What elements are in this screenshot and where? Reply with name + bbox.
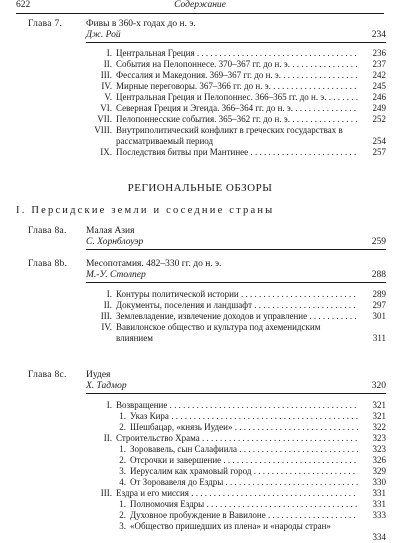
chapter-author-line: [86, 237, 386, 250]
chapter-page: 234: [371, 30, 386, 40]
toc-entry[interactable]: VII. Пелопоннесские события. 365–362 гг. до н. э. . . . 252: [86, 114, 386, 125]
toc-entry[interactable]: V. Центральная Греция и Пелопоннес. 366–365 гг. до н. э. . . . 246: [86, 92, 386, 103]
chapter-label: Глава 8а.: [28, 226, 67, 236]
toc-subentry[interactable]: 1. Указ Кира . . . 321: [86, 411, 386, 422]
page-number: 622: [16, 0, 31, 10]
chapter-label: Глава 8с.: [28, 370, 67, 380]
toc-entry[interactable]: VIII. Внутриполитический конфликт в греческих государствах в рассматриваемый период 254: [94, 125, 386, 146]
running-header: [16, 0, 384, 14]
toc-entry[interactable]: II. Строительство Храма . . . 323: [86, 433, 386, 444]
toc-subentry[interactable]: 2. Отсрочки и завершение . . . 326: [86, 455, 386, 466]
chapter-8c-entries: [86, 400, 386, 543]
chapter-label: Глава 7.: [28, 19, 63, 29]
chapter-author-line: [86, 270, 386, 283]
chapter-author: М.-У. Столпер: [86, 270, 146, 280]
toc-subentry[interactable]: 2. Шешбацар, «князь Иудеи» . . . 322: [86, 422, 386, 433]
chapter-author-line: [86, 30, 386, 43]
chapter-label: Глава 8b.: [28, 259, 68, 269]
chapter-title: Месопотамия. 482–330 гг. до н. э.: [86, 259, 222, 269]
toc-entry[interactable]: II. Документы, поселения и ландшафт . . . 297: [86, 300, 386, 311]
toc-subentry[interactable]: 3. Иерусалим как храмовый город . . . 329: [86, 466, 386, 477]
toc-entry[interactable]: IX. Последствия битвы при Мантинее . . . 257: [86, 147, 386, 158]
chapter-page: 320: [371, 381, 386, 391]
toc-entry[interactable]: IV. Вавилонское общество и культура под ахеменидским влиянием 311: [101, 322, 386, 343]
toc-entry[interactable]: I. Контуры политической истории . . . 289: [86, 289, 386, 300]
chapter-author: Дж. Рой: [86, 30, 121, 40]
chapter-author: Х. Тадмор: [86, 381, 127, 391]
part-title: I. Персидские земли и соседние страны: [16, 205, 275, 216]
toc-subentry[interactable]: 3. «Общество пришедших из плена» и «народы стран» 334: [119, 521, 386, 542]
chapter-page: 288: [371, 270, 386, 280]
toc-entry[interactable]: III. Фессалия и Македония. 369–367 гг. до н. э. . . . 242: [86, 70, 386, 81]
chapter-7-entries: [86, 48, 386, 158]
toc-subentry[interactable]: 1. Полномочия Ездры . . . 331: [86, 499, 386, 510]
toc-subentry[interactable]: 2. Духовное пробуждение в Вавилоне . . . 333: [86, 510, 386, 521]
toc-subentry[interactable]: 1. Зоровавель, сын Салафиила . . . 323: [86, 444, 386, 455]
running-title: Содержание: [174, 0, 226, 10]
toc-subentry[interactable]: 4. От Зоровавеля до Ездры . . . 330: [86, 477, 386, 488]
toc-entry[interactable]: III. Ездра и его миссия . . . 331: [86, 488, 386, 499]
toc-entry[interactable]: III. Землевладение, извлечение доходов и управление . . . 301: [86, 311, 386, 322]
chapter-title: Малая Азия: [86, 226, 135, 236]
toc-entry[interactable]: I. Центральная Греция . . . 236: [86, 48, 386, 59]
chapter-title: Иудея: [86, 370, 111, 380]
toc-entry[interactable]: VI. Северная Греция и Эгеида. 366–364 гг. до н. э. . . . 249: [86, 103, 386, 114]
chapter-8b-entries: [86, 289, 386, 344]
chapter-author: С. Хорнблоуэр: [86, 237, 144, 247]
toc-entry[interactable]: IV. Мирные переговоры. 367–366 гг. до н. э. . . . 245: [86, 81, 386, 92]
chapter-page: 259: [371, 237, 386, 247]
chapter-title: Фивы в 360-х годах до н. э.: [86, 19, 196, 29]
chapter-author-line: [86, 381, 386, 394]
toc-entry[interactable]: I. Возвращение . . . 321: [86, 400, 386, 411]
toc-entry[interactable]: II. События на Пелопоннесе. 370–367 гг. до н. э. . . . 237: [86, 59, 386, 70]
section-title: РЕГИОНАЛЬНЫЕ ОБЗОРЫ: [127, 182, 273, 194]
